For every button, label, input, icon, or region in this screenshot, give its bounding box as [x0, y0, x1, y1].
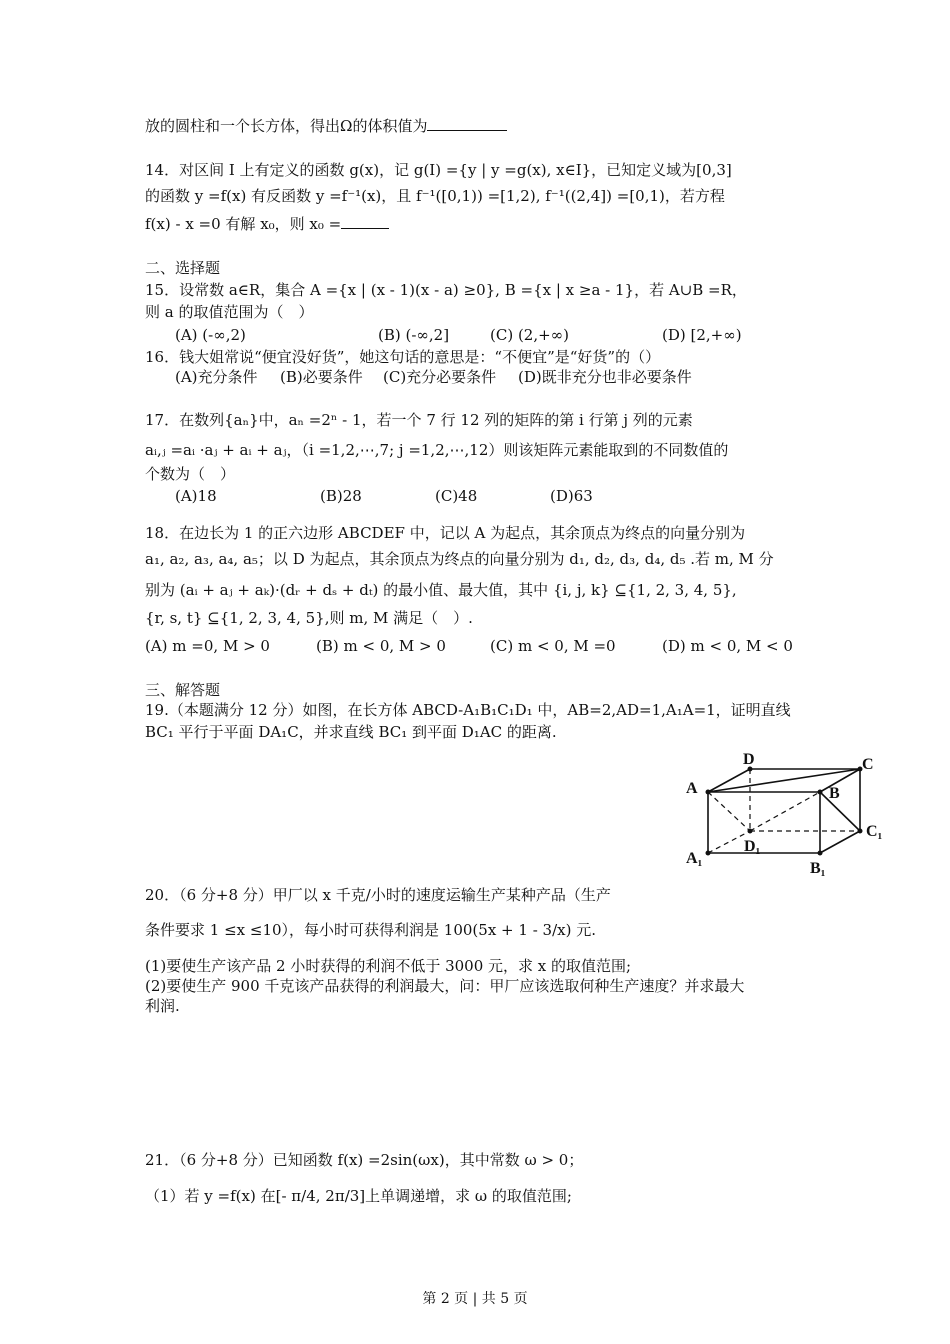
label-A: A [686, 780, 698, 797]
q17-line-1: 17．在数列{aₙ}中，aₙ =2ⁿ - 1，若一个 7 行 12 列的矩阵的第 i 行第 j 列的元素 [145, 411, 693, 429]
q15-option-b: (B) (-∞,2] [378, 326, 450, 344]
label-C: C [862, 756, 874, 773]
q18-option-d: (D) m < 0, M < 0 [662, 637, 793, 655]
q20-line-1: 20．（6 分+8 分）甲厂以 x 千克/小时的速度运输生产某种产品（生产 [145, 886, 611, 904]
q16-line-1: 16．钱大姐常说“便宜没好货”，她这句话的意思是：“不便宜”是“好货”的（） [145, 348, 661, 366]
q13-tail [145, 116, 507, 136]
q15-line-1: 15．设常数 a∈R，集合 A ={x | (x - 1)(x - a) ≥0}, B ={x | x ≥a - 1}，若 A∪B =R， [145, 281, 747, 299]
page-footer: 第 2 页 | 共 5 页 [422, 1291, 528, 1307]
label-D1: D₁ [744, 838, 761, 855]
q14-line-1: 14．对区间 I 上有定义的函数 g(x)，记 g(I) ={y | y =g(x), x∈I}，已知定义域为[0,3] [145, 161, 732, 179]
label-A1: A₁ [686, 850, 703, 867]
q15-option-c: (C) (2,+∞) [490, 326, 570, 344]
q16-option-c: (C)充分必要条件 [383, 368, 497, 386]
q17-line-2: aᵢ,ⱼ =aᵢ ·aⱼ + aᵢ + aⱼ，（i =1,2,⋯,7; j =1,2,⋯,12）则该矩阵元素能取到的不同数值的 [145, 441, 729, 459]
section-answer-heading: 三、解答题 [145, 681, 221, 699]
q18-line-2: a₁, a₂, a₃, a₄, a₅；以 D 为起点，其余顶点为终点的向量分别为 d₁, d₂, d₃, d₄, d₅ .若 m, M 分 [145, 550, 774, 568]
q15-option-a: (A) (-∞,2) [175, 326, 246, 344]
q21-line-1: 21．（6 分+8 分）已知函数 f(x) =2sin(ωx)，其中常数 ω > 0； [145, 1151, 584, 1169]
q17-option-a: (A)18 [175, 487, 217, 505]
q13-text: 放的圆柱和一个长方体，得出Ω的体积值为 [145, 117, 428, 135]
label-B1: B₁ [810, 860, 826, 877]
q18-line-3: 别为 (aᵢ + aⱼ + aₖ)·(dᵣ + dₛ + dₜ) 的最小值、最大值，其中 {i, j, k} ⊆{1, 2, 3, 4, 5}, [145, 581, 737, 599]
q14-line-3 [145, 214, 389, 234]
label-C1: C₁ [866, 823, 883, 840]
q20-line-5: 利润. [145, 997, 180, 1015]
section-choice-heading: 二、选择题 [145, 259, 221, 277]
q17-line-3: 个数为（ ） [145, 465, 236, 483]
q16-option-b: (B)必要条件 [280, 368, 363, 386]
answer-blank [341, 214, 389, 229]
q19-line-2: BC₁ 平行于平面 DA₁C，并求直线 BC₁ 到平面 D₁AC 的距离. [145, 723, 557, 741]
answer-blank [427, 116, 507, 131]
q20-line-4: (2)要使生产 900 千克该产品获得的利润最大，问：甲厂应该选取何种生产速度？并求最大 [145, 977, 745, 995]
q21-line-2: （1）若 y =f(x) 在[- π/4, 2π/3]上单调递增，求 ω 的取值范围; [145, 1187, 572, 1205]
cuboid-figure [680, 745, 900, 880]
label-D: D [743, 751, 755, 768]
q18-line-4: {r, s, t} ⊆{1, 2, 3, 4, 5},则 m, M 满足（ ）. [145, 609, 473, 627]
q17-option-c: (C)48 [435, 487, 478, 505]
q18-line-1: 18．在边长为 1 的正六边形 ABCDEF 中，记以 A 为起点，其余顶点为终点的向量分别为 [145, 524, 746, 542]
q14-text: f(x) - x =0 有解 x₀，则 x₀ = [145, 215, 342, 233]
q17-option-d: (D)63 [550, 487, 593, 505]
q16-option-d: (D)既非充分也非必要条件 [518, 368, 692, 386]
q19-line-1: 19.（本题满分 12 分）如图，在长方体 ABCD-A₁B₁C₁D₁ 中，AB=2,AD=1,A₁A=1，证明直线 [145, 701, 791, 719]
q15-line-2: 则 a 的取值范围为（ ） [145, 303, 314, 321]
q14-line-2: 的函数 y =f(x) 有反函数 y =f⁻¹(x)，且 f⁻¹([0,1)) =[1,2), f⁻¹((2,4]) =[0,1)，若方程 [145, 187, 725, 205]
q20-line-3: (1)要使生产该产品 2 小时获得的利润不低于 3000 元，求 x 的取值范围; [145, 957, 632, 975]
q18-option-a: (A) m =0, M > 0 [145, 637, 270, 655]
q17-option-b: (B)28 [320, 487, 362, 505]
q20-line-2: 条件要求 1 ≤x ≤10），每小时可获得利润是 100(5x + 1 - 3/x) 元. [145, 921, 596, 939]
q18-option-c: (C) m < 0, M =0 [490, 637, 616, 655]
label-B: B [829, 785, 840, 802]
q16-option-a: (A)充分条件 [175, 368, 258, 386]
q15-option-d: (D) [2,+∞) [662, 326, 742, 344]
q18-option-b: (B) m < 0, M > 0 [316, 637, 446, 655]
